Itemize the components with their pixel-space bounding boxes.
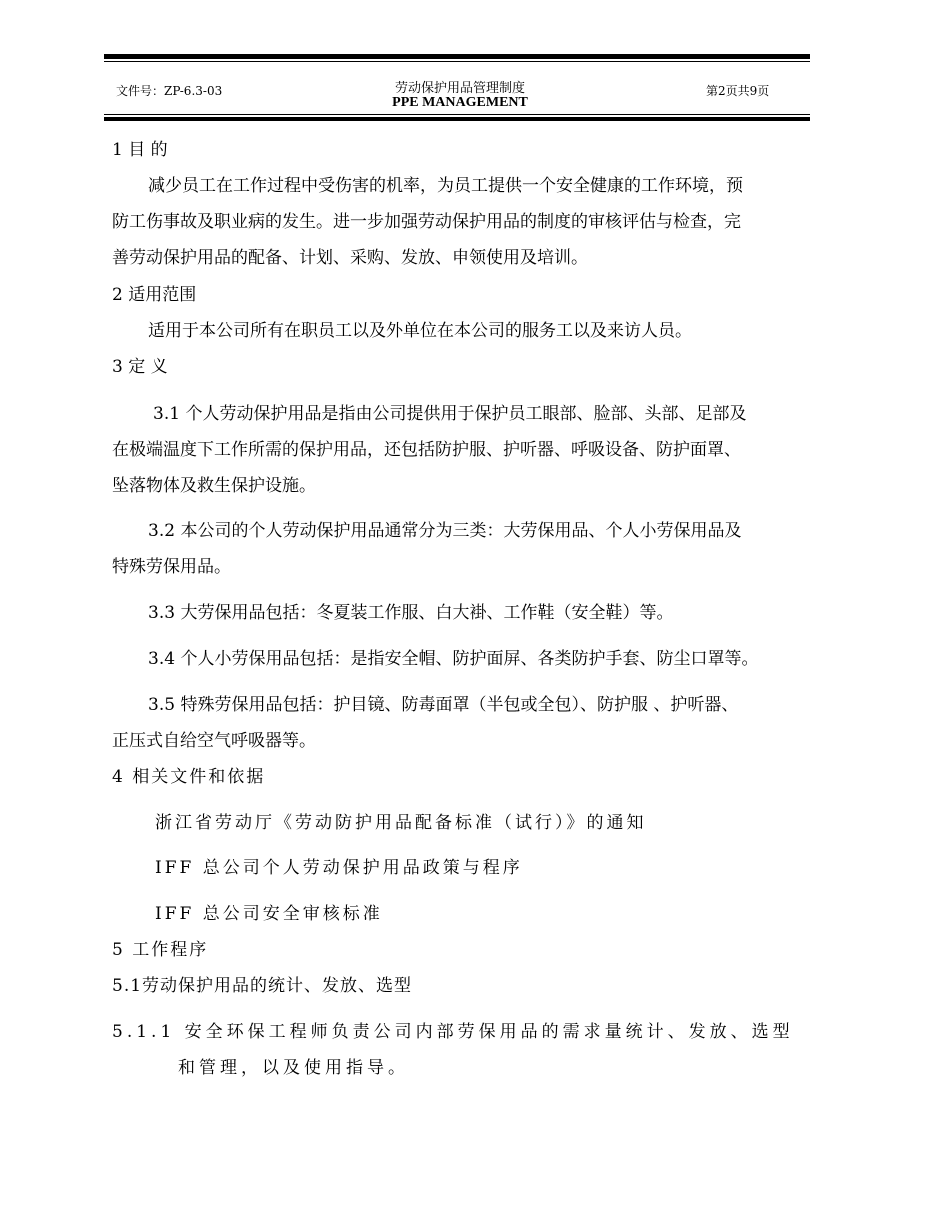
- definition-3-4: 3.4 个人小劳保用品包括：是指安全帽、防护面屏、各类防护手套、防尘口罩等。: [148, 649, 759, 669]
- item-5-1-1-line-1: 5.1.1 安全环保工程师负责公司内部劳保用品的需求量统计、发放、选型: [112, 1022, 794, 1042]
- definition-3-1-line-1: 3.1 个人劳动保护用品是指由公司提供用于保护员工眼部、脸部、头部、足部及: [153, 404, 747, 424]
- definition-3-5-line-1: 3.5 特殊劳保用品包括：护目镜、防毒面罩（半包或全包）、防护服 、护听器、: [148, 695, 739, 715]
- reference-2: IFF 总公司个人劳动保护用品政策与程序: [155, 858, 523, 878]
- doc-number: 文件号：ZP-6.3-03: [116, 84, 223, 98]
- definition-3-1-line-2: 在极端温度下工作所需的保护用品，还包括防护服、护听器、呼吸设备、防护面罩、: [112, 440, 741, 460]
- header-top-rule-thin: [104, 61, 810, 62]
- reference-3: IFF 总公司安全审核标准: [155, 904, 383, 924]
- header-bottom-rule-thin: [104, 114, 810, 115]
- section-1-para-line-2: 防工伤事故及职业病的发生。进一步加强劳动保护用品的制度的审核评估与检查，完: [112, 212, 741, 232]
- section-1-heading: 1 目 的: [112, 140, 168, 160]
- item-5-1-1-line-2: 和管理，以及使用指导。: [178, 1058, 409, 1078]
- reference-1: 浙江省劳动厅《劳动防护用品配备标准（试行）》的通知: [155, 813, 647, 833]
- definition-3-5-line-2: 正压式自给空气呼吸器等。: [112, 731, 316, 751]
- definition-3-2-line-2: 特殊劳保用品。: [112, 557, 231, 577]
- doc-title-en: PPE MANAGEMENT: [392, 95, 528, 110]
- section-2-heading: 2 适用范围: [112, 285, 197, 305]
- page-number: 第2页共9页: [706, 84, 770, 98]
- header-bottom-rule-thick: [104, 117, 810, 121]
- header-top-rule-thick: [104, 54, 810, 59]
- definition-3-1-line-3: 坠落物体及救生保护设施。: [112, 476, 316, 496]
- section-3-heading: 3 定 义: [112, 357, 168, 377]
- section-4-heading: 4 相关文件和依据: [112, 767, 266, 787]
- section-1-para-line-3: 善劳动保护用品的配备、计划、采购、发放、申领使用及培训。: [112, 248, 588, 268]
- definition-3-3: 3.3 大劳保用品包括：冬夏装工作服、白大褂、工作鞋（安全鞋）等。: [148, 603, 674, 623]
- section-1-para-line-1: 减少员工在工作过程中受伤害的机率，为员工提供一个安全健康的工作环境，预: [148, 176, 743, 196]
- definition-3-2-line-1: 3.2 本公司的个人劳动保护用品通常分为三类：大劳保用品、个人小劳保用品及: [148, 521, 742, 541]
- subsection-5-1-heading: 5.1劳动保护用品的统计、发放、选型: [112, 976, 413, 996]
- section-5-heading: 5 工作程序: [112, 940, 209, 960]
- doc-title-cn: 劳动保护用品管理制度: [394, 81, 525, 96]
- section-2-para: 适用于本公司所有在职员工以及外单位在本公司的服务工以及来访人员。: [148, 321, 692, 341]
